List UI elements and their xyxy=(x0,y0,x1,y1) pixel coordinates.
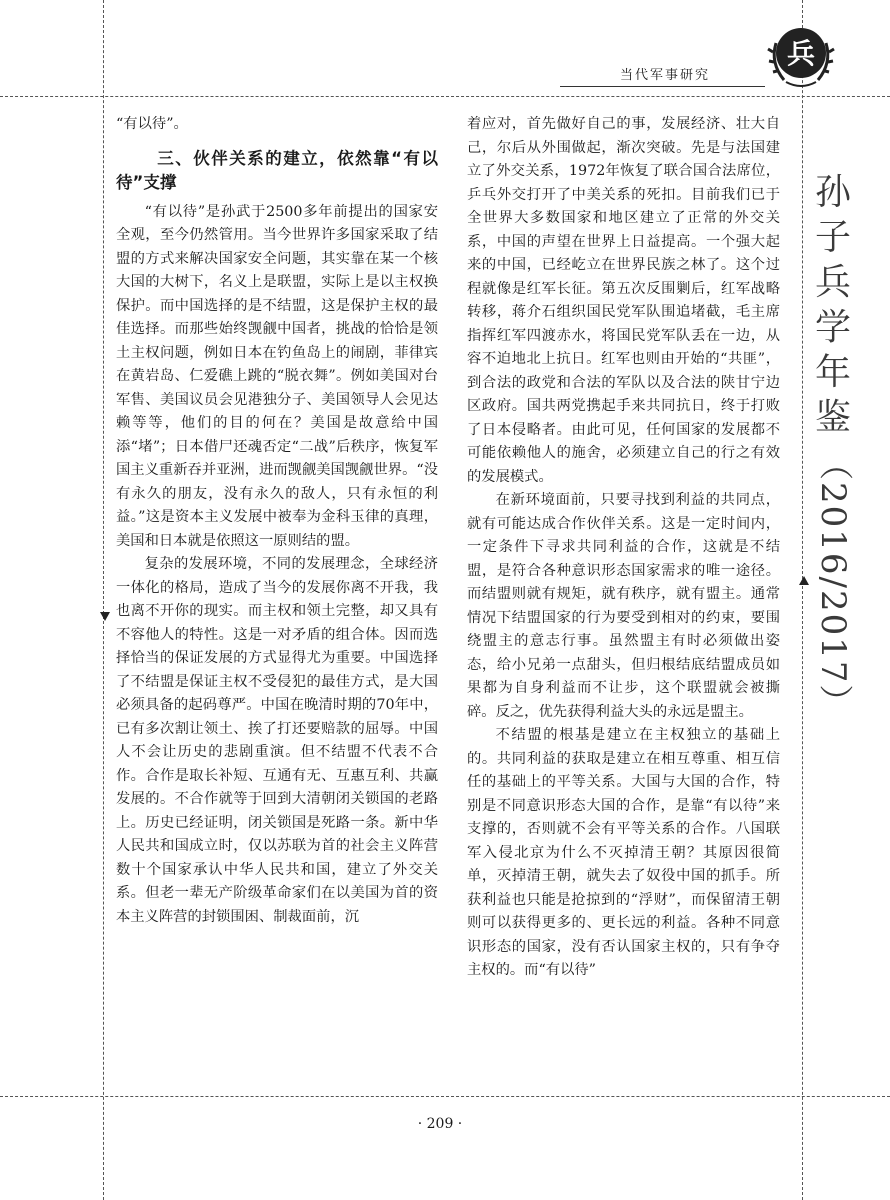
trim-line-left xyxy=(103,0,104,1200)
side-title-char: 子 xyxy=(814,217,851,258)
body-paragraph: “有以待”是孙武于2500多年前提出的国家安全观，至今仍然管用。当今世界许多国家采取了结盟的方式来解决国家安全问题，其实靠在某一个核大国的大树下，名义上是联盟，实际上是以主权换保护。而中国选择的是不结盟，这是保护主权的最佳选择。而那些始终觊觎中国者，挑战的恰恰是领土主权问题，例如日本在钓鱼岛上的闹剧，菲律宾在黄岩岛、仁爱礁上跳的“脱衣舞”。例如美国对台军售、美国议员会见港独分子、美国领导人会见达赖等等，他们的目的何在？美国是故意给中国添“堵”；日本借尸还魂否定“二战”后秩序，恢复军国主义重新吞并亚洲，进而觊觎美国觊觎世界。“没有永久的朋友，没有永久的敌人，只有永恒的利益。”这是资本主义发展中被奉为金科玉律的真理，美国和日本就是依照这一原则结的盟。 xyxy=(116,203,438,549)
header-rule xyxy=(560,86,765,87)
body-paragraph: 不结盟的根基是建立在主权独立的基础上的。共同利益的获取是建立在相互尊重、相互信任的基础上的平等关系。大国与大国的合作，特别是不同意识形态大国的合作，是靠“有以待”来支撑的，否则就不会有平等关系的合作。八国联军入侵北京为什么不灭掉清王朝？其原因很简单，灭掉清王朝，就失去了奴役中国的抓手。所获利益也只能是抢掠到的“浮财”，而保留清王朝则可以获得更多的、更长远的利益。各种不同意识形态的国家，没有否认国家主权的，只有争夺主权的。而“有以待” xyxy=(467,727,780,978)
side-title-char: 年 xyxy=(814,352,851,393)
margin-arrow-up xyxy=(799,576,809,585)
wreath-emblem xyxy=(766,18,836,92)
lead-line: “有以待”。 xyxy=(116,116,188,132)
margin-arrow-down xyxy=(100,612,110,621)
body-column-left xyxy=(116,113,438,929)
body-paragraph: 在新环境面前，只要寻找到利益的共同点，就有可能达成合作伙伴关系。这是一定时间内，一定条件下寻求共同利益的合作，这就是不结盟，是符合各种意识形态国家需求的唯一途径。而结盟则就有规矩，就有秩序，就有盟主。通常情况下结盟国家的行为要受到相对的约束，要围绕盟主的意志行事。虽然盟主有时必须做出姿态，给小兄弟一点甜头，但归根结底结盟成员如果都为自身利益而不让步，这个联盟就会被撕碎。反之，优先获得利益大头的永远是盟主。 xyxy=(467,492,780,720)
side-title-char: 孙 xyxy=(814,172,851,213)
side-title-year: （2016/2017） xyxy=(813,446,853,721)
side-title-char: 学 xyxy=(814,307,851,348)
emblem-character: 兵 xyxy=(786,37,816,70)
running-header: 当代军事研究 xyxy=(620,68,711,83)
continued-paragraph: 着应对，首先做好自己的事，发展经济、壮大自己，尔后从外围做起，渐次突破。先是与法国建立了外交关系，1972年恢复了联合国合法席位，乒乓外交打开了中美关系的死扣。目前我们已于全世界大多数国家和地区建立了正常的外交关系，中国的声望在世界上日益提高。一个强大起来的中国，已经屹立在世界民族之林了。这个过程就像是红军长征。第五次反围剿后，红军战略转移，蒋介石组织国民党军队围追堵截，毛主席指挥红军四渡赤水，将国民党军队丢在一边，从容不迫地北上抗日。红军也则由开始的“共匪”，到合法的政党和合法的军队以及合法的陕甘宁边区政府。国共两党携起手来共同抗日，终于打败了日本侵略者。由此可见，任何国家的发展都不可能依赖他人的施舍，必须建立自己的行之有效的发展模式。 xyxy=(467,116,780,485)
body-paragraph: 复杂的发展环境，不同的发展理念，全球经济一体化的格局，造成了当今的发展你离不开我，我也离不开你的现实。而主权和领土完整，却又具有不容他人的特性。这是一对矛盾的组合体。因而选择恰当的保证发展的方式显得尤为重要。中国选择了不结盟是保证主权不受侵犯的最佳方式，是大国必须具备的起码尊严。中国在晚清时期的70年中，已有多次割让领土、挨了打还要赔款的屈辱。中国人不会让历史的悲剧重演。但不结盟不代表不合作。合作是取长补短、互通有无、互惠互利、共赢发展的。不合作就等于回到大清朝闭关锁国的老路上。历史已经证明，闭关锁国是死路一条。新中华人民共和国成立时，仅以苏联为首的社会主义阵营数十个国家承认中华人民共和国，建立了外交关系。但老一辈无产阶级革命家们在以美国为首的资本主义阵营的封锁围困、制裁面前，沉 xyxy=(116,556,438,925)
body-column-right xyxy=(467,113,780,983)
trim-line-right xyxy=(802,0,803,1200)
trim-line-bottom xyxy=(0,1096,890,1097)
trim-line-top xyxy=(0,96,890,97)
side-title xyxy=(808,170,858,721)
side-title-char: 兵 xyxy=(814,262,851,303)
page-number: · 209 · xyxy=(417,1116,463,1132)
section-heading: 三、伙伴关系的建立，依然靠“有以待”支撑 xyxy=(116,148,438,192)
side-title-char: 鉴 xyxy=(814,397,851,438)
